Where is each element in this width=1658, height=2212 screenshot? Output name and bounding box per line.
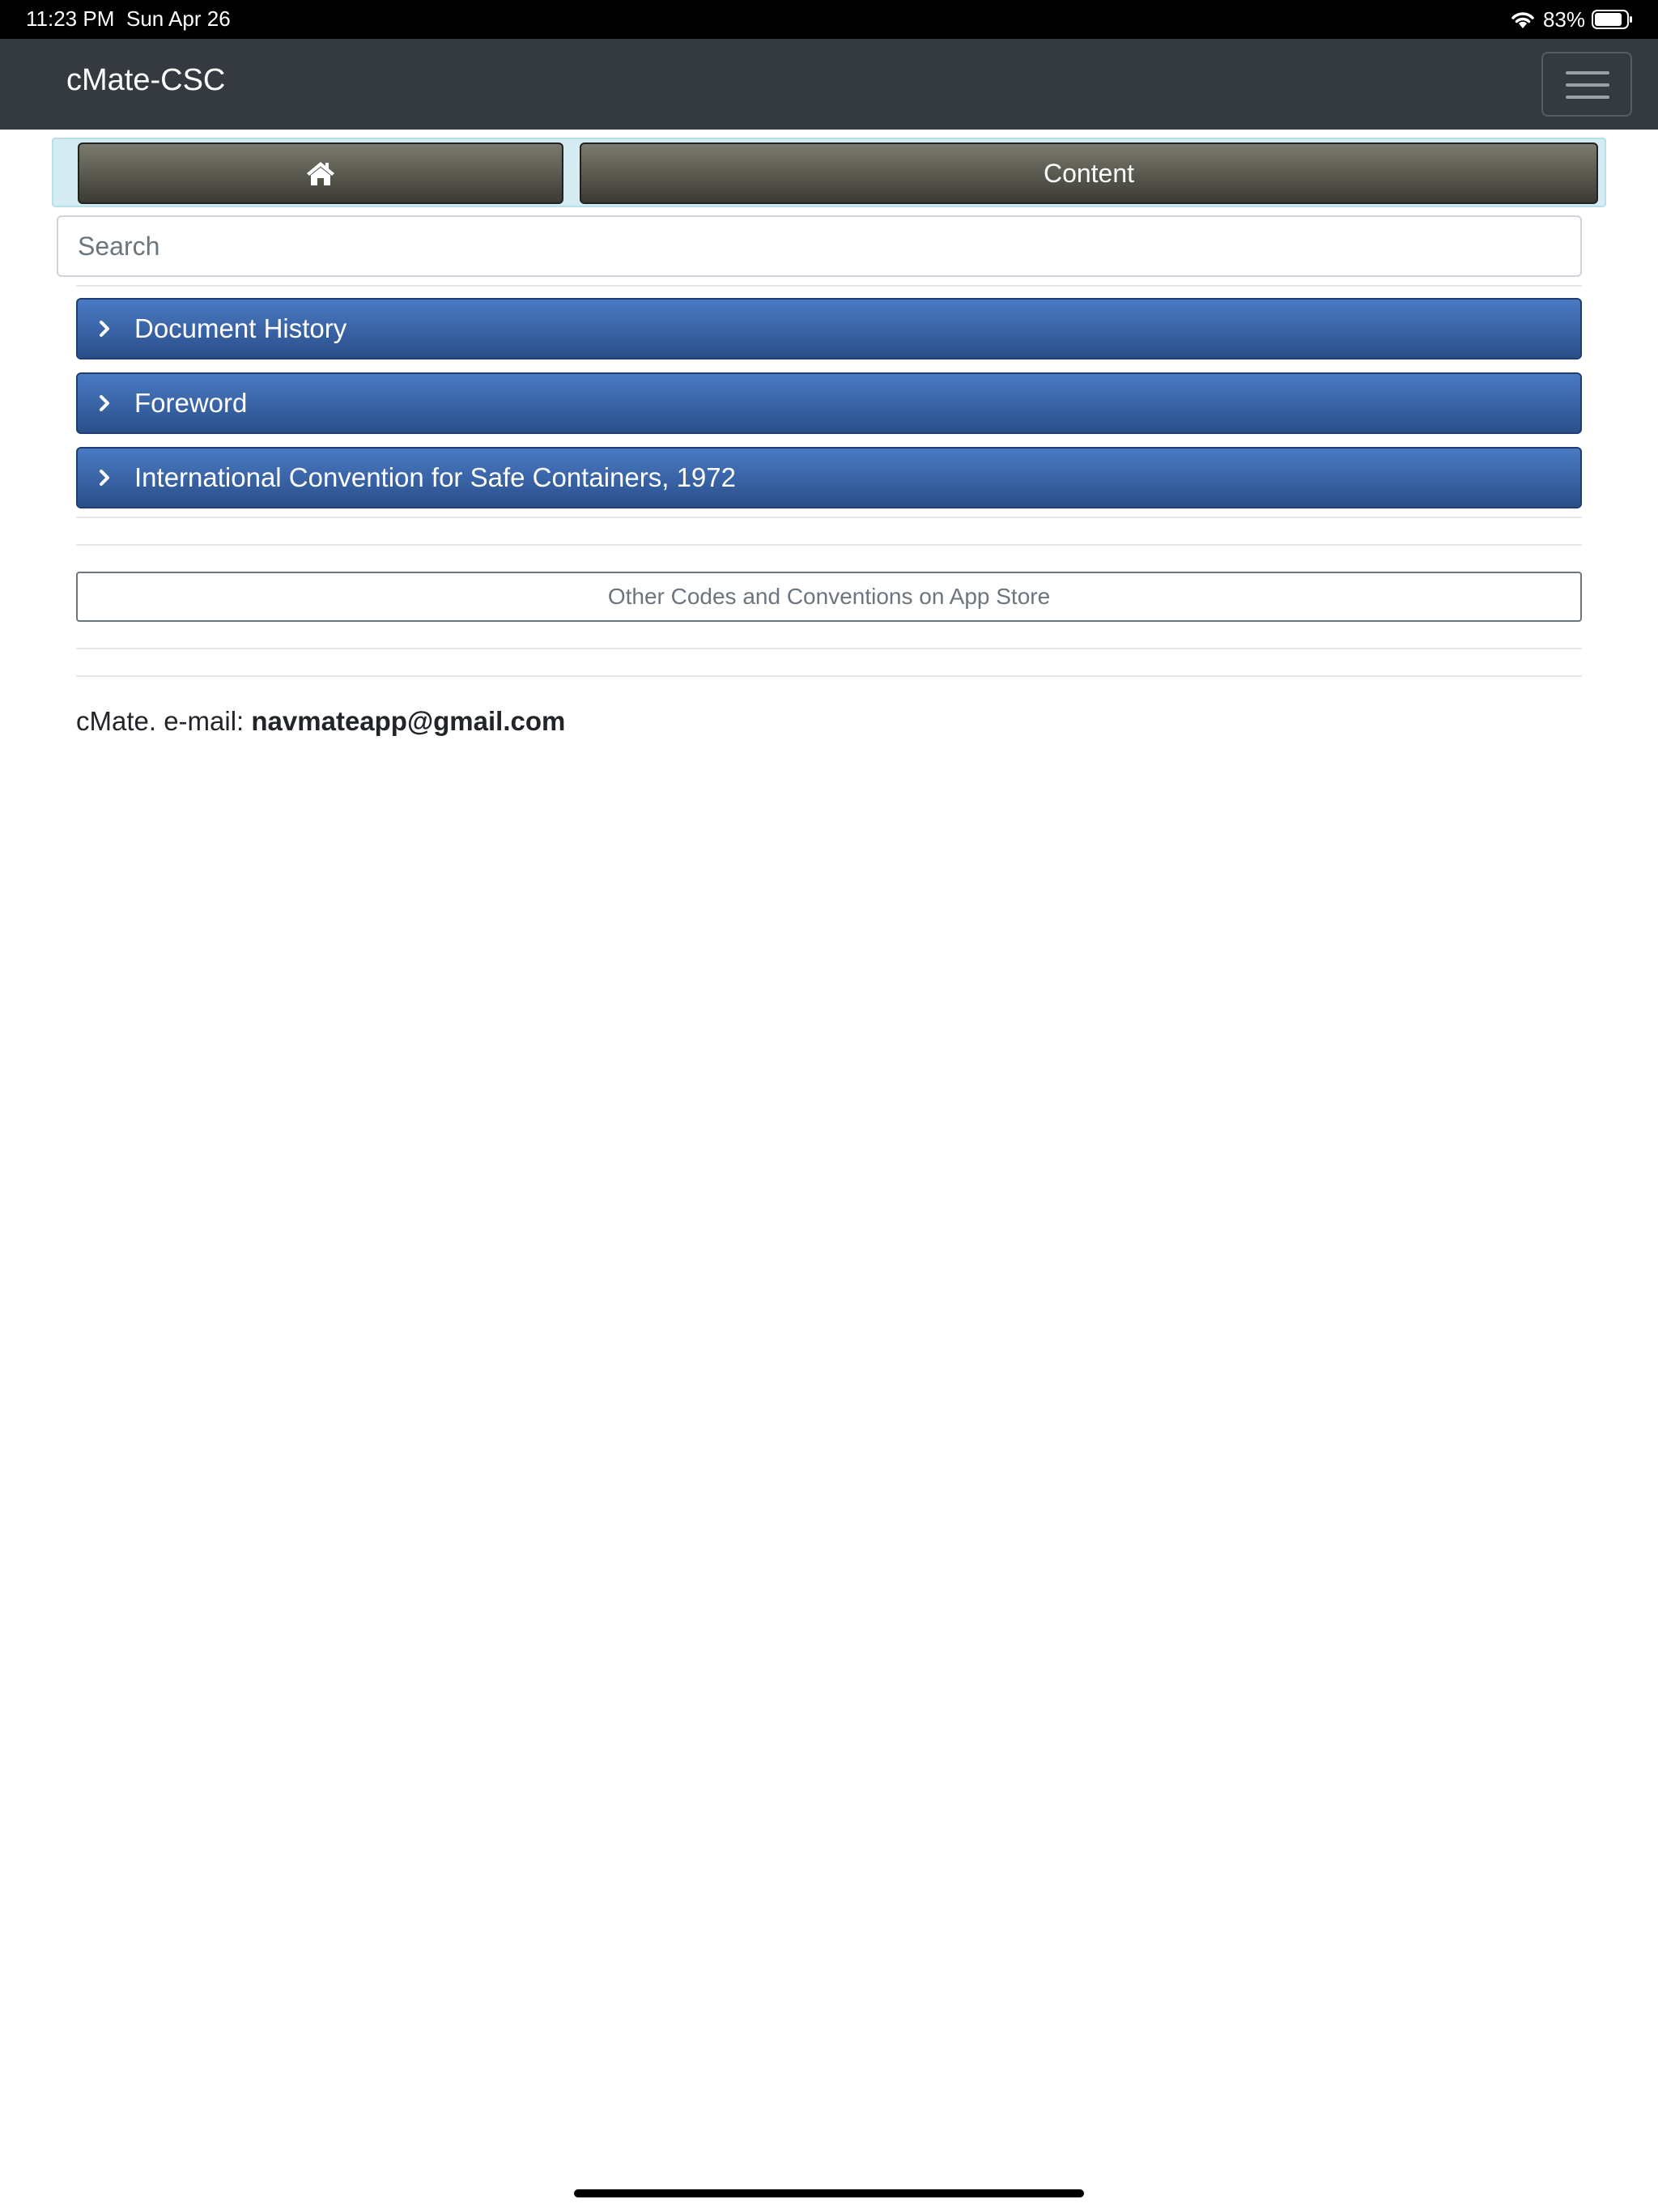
section-foreword[interactable] (76, 372, 1582, 434)
status-indicators (1509, 5, 1634, 34)
section-label: International Convention for Safe Containers, 1972 (134, 462, 736, 492)
home-icon (305, 160, 336, 187)
chevron-right-icon (96, 320, 113, 338)
divider (76, 285, 1582, 287)
app-brand[interactable]: cMate-CSC (66, 63, 226, 97)
toolbar-panel (52, 138, 1606, 207)
battery-icon (1592, 9, 1634, 30)
status-date: Sun Apr 26 (126, 6, 231, 31)
footer-contact (76, 706, 565, 737)
divider (76, 517, 1582, 518)
navbar (0, 39, 1658, 130)
home-button[interactable] (78, 143, 563, 204)
home-indicator[interactable] (574, 2189, 1084, 2197)
hamburger-menu-button[interactable] (1541, 52, 1632, 117)
app-store-button[interactable]: Other Codes and Conventions on App Store (76, 572, 1582, 622)
content-button[interactable]: Content (580, 143, 1598, 204)
hamburger-menu-icon (1566, 71, 1609, 74)
section-label: Foreword (134, 388, 248, 418)
chevron-right-icon (96, 394, 113, 412)
section-label: Document History (134, 313, 347, 343)
hamburger-bar (1566, 96, 1609, 99)
wifi-icon (1509, 9, 1537, 30)
section-document-history[interactable] (76, 298, 1582, 359)
status-time: 11:23 PM (26, 6, 115, 31)
status-bar (0, 0, 1658, 39)
hamburger-bar (1566, 83, 1609, 87)
battery-percentage: 83% (1542, 6, 1585, 32)
divider (76, 544, 1582, 546)
contact-email-link[interactable]: navmateapp@gmail.com (251, 706, 566, 736)
divider (76, 648, 1582, 649)
search-input[interactable] (57, 215, 1582, 277)
divider (76, 675, 1582, 677)
section-convention[interactable] (76, 447, 1582, 508)
chevron-right-icon (96, 469, 113, 487)
contact-prefix: cMate. e-mail: (76, 706, 252, 736)
